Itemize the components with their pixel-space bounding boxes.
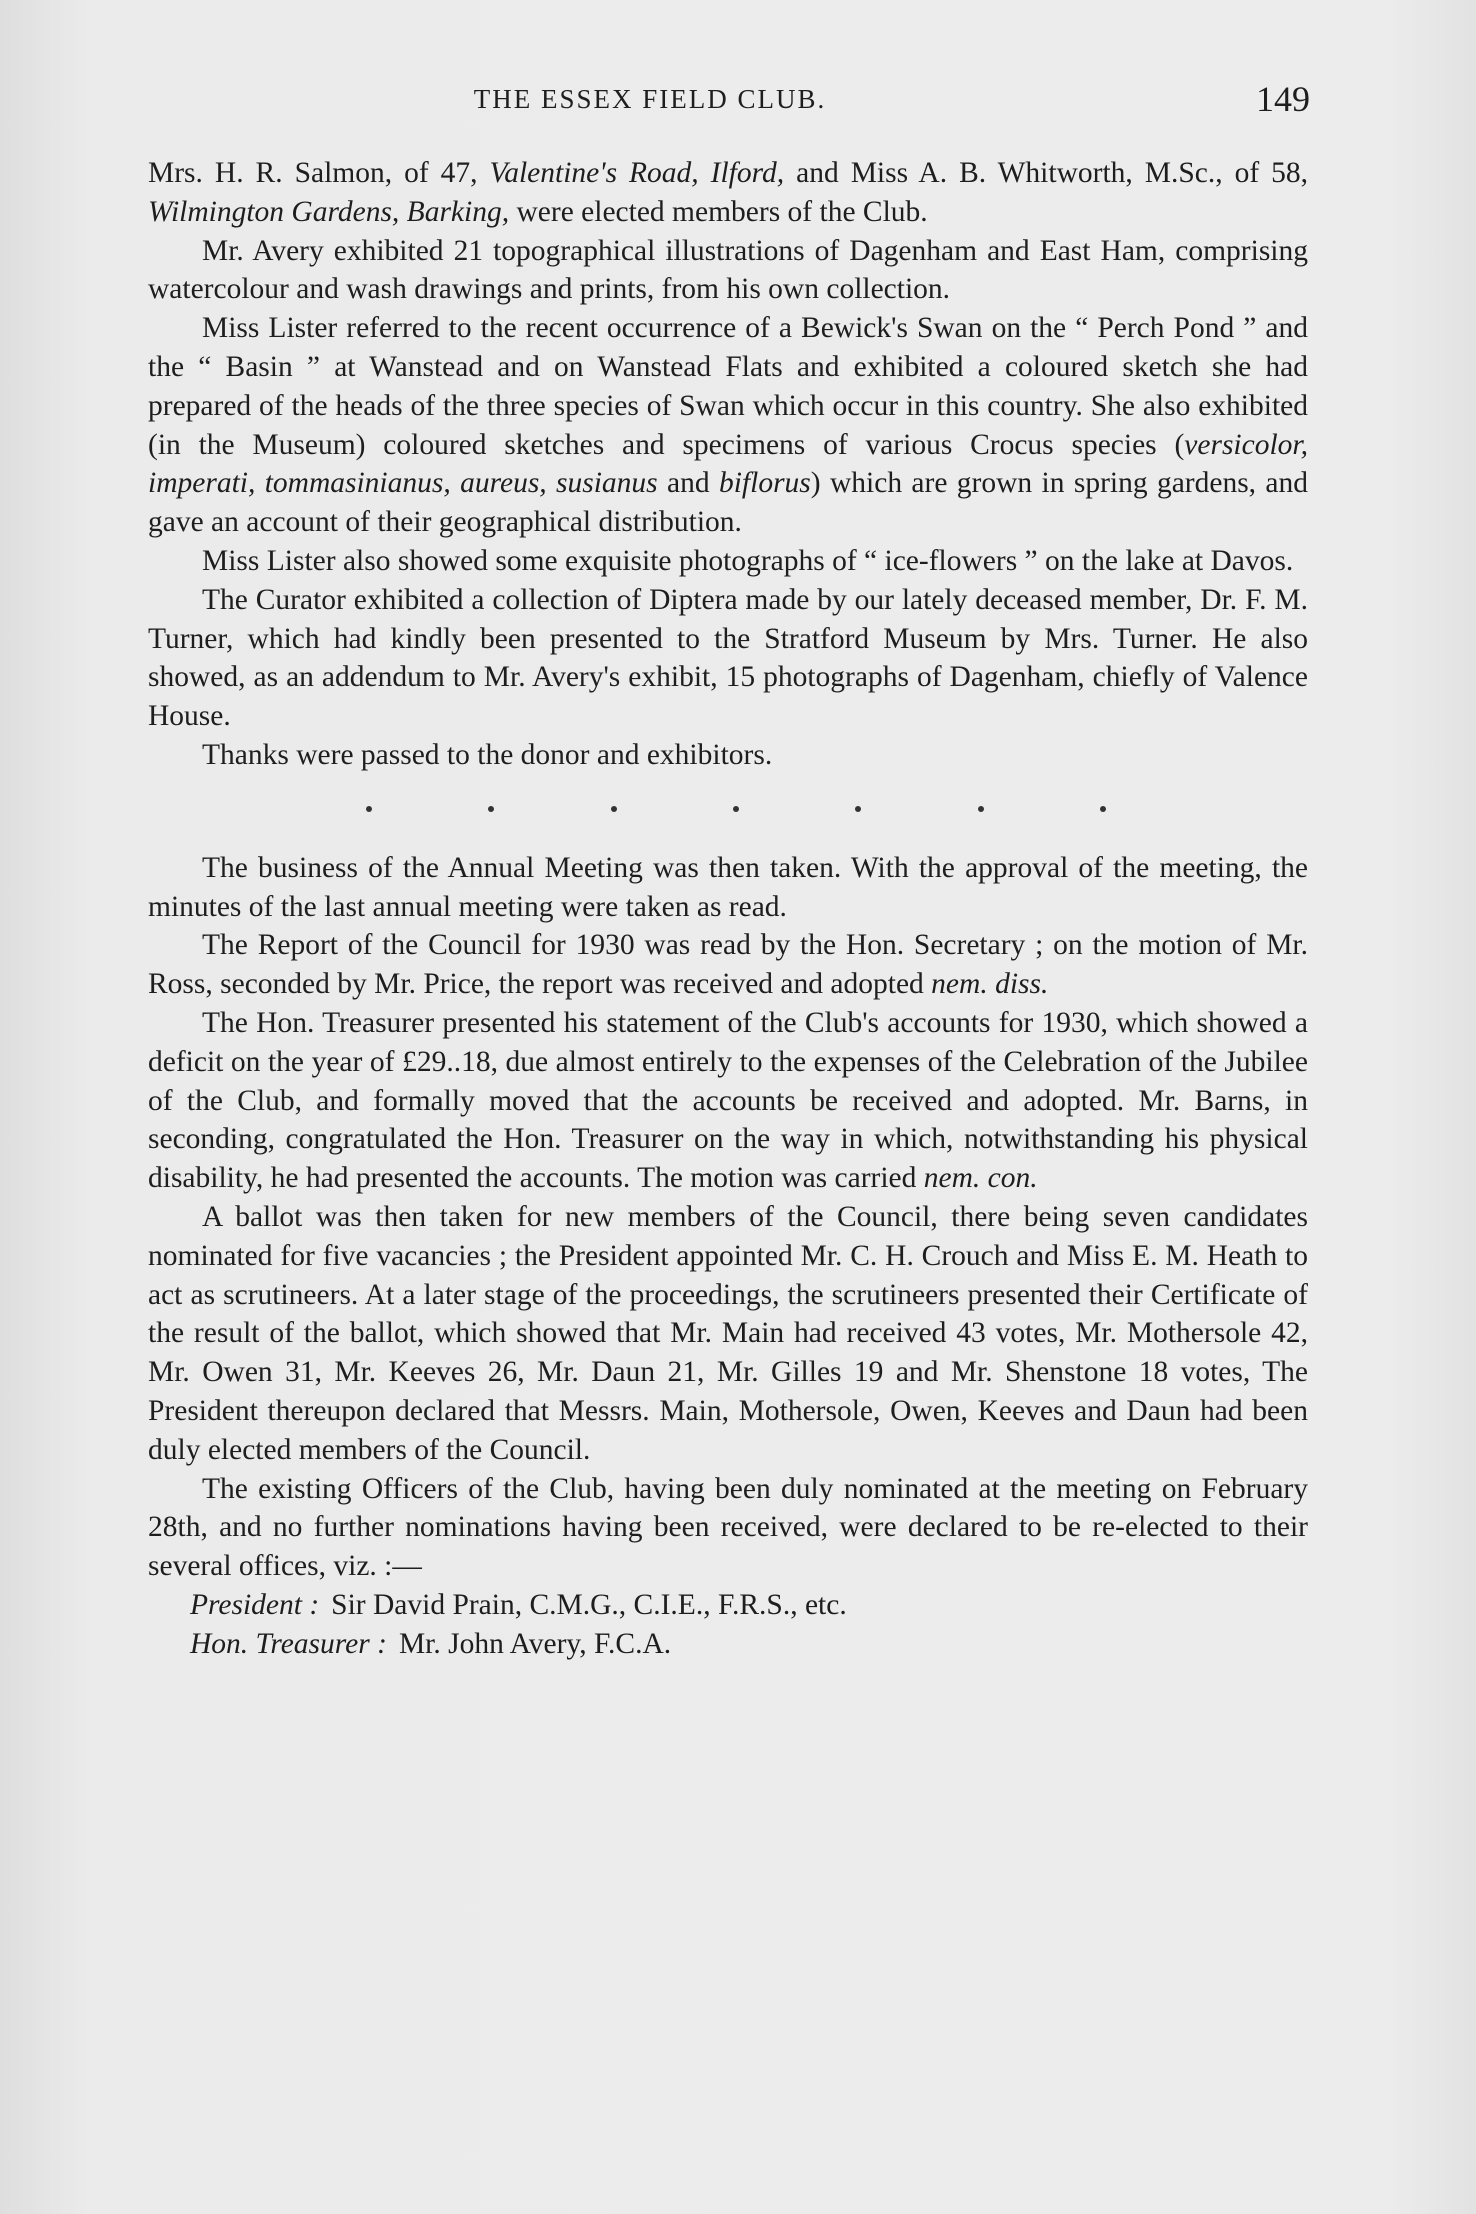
officer-row <box>148 1625 1308 1664</box>
separator-dot <box>855 806 861 812</box>
italic-text: Valentine's Road, Ilford, <box>489 157 785 189</box>
italic-text: nem. diss. <box>931 968 1049 1001</box>
text-run: The business of the Annual Meeting was then taken. With the approval of the meeting, the minutes of the last annual meeting were taken as read. <box>148 851 1308 923</box>
text-run: Miss Lister also showed some exquisite photographs of “ ice-flowers ” on the lake at Davos. <box>202 544 1294 577</box>
separator-dot <box>488 806 494 812</box>
text-run: A ballot was then taken for new members of the Council, there being seven candidates nominated for five vacancies ; the President appointed Mr. C. H. Crouch and Miss E. M. Heath to act as scrutineers. At a later stage of the proceedings, the scrutineers presented their Certificate of the result of the ballot, which showed that Mr. Main had received 43 votes, Mr. Mothersole 42, Mr. Owen 31, Mr. Keeves 26, Mr. Daun 21, Mr. Gilles 19 and Mr. Shenstone 18 votes, The President thereupon declared that Messrs. Main, Mothersole, Owen, Keeves and Daun had been duly elected members of the Council. <box>148 1200 1308 1466</box>
separator-dot <box>1100 806 1106 812</box>
paragraph <box>148 736 1308 775</box>
italic-text: biflorus <box>718 467 811 500</box>
officer-name: Sir David Prain, C.M.G., C.I.E., F.R.S., etc. <box>331 1588 847 1621</box>
paragraph <box>148 849 1308 927</box>
text-run: Thanks were passed to the donor and exhibitors. <box>202 738 773 771</box>
text-run: Mr. Avery exhibited 21 topographical illustrations of Dagenham and East Ham, comprising watercolour and wash drawings and prints, from his own collection. <box>148 234 1308 306</box>
officer-name: Mr. John Avery, F.C.A. <box>398 1627 672 1660</box>
officer-row <box>148 1586 1308 1625</box>
officer-title: Hon. Treasurer : <box>190 1627 387 1660</box>
text-run: and Miss A. B. Whitworth, M.Sc., of 58, <box>784 157 1309 189</box>
paragraph <box>148 1004 1308 1198</box>
text-run: The existing Officers of the Club, having been duly nominated at the meeting on February 28th, and no further nominations having been received, were declared to be re-elected to their several offices, viz. :— <box>148 1472 1308 1583</box>
text-run: and <box>657 467 719 500</box>
paragraph <box>148 1470 1308 1586</box>
page-number: 149 <box>1256 79 1310 119</box>
paragraph <box>148 232 1308 310</box>
separator-dot <box>366 806 372 812</box>
paragraph <box>148 154 1308 232</box>
running-title: THE ESSEX FIELD CLUB. <box>473 84 827 114</box>
paragraph <box>148 581 1308 736</box>
running-head <box>150 78 1310 128</box>
separator-dot <box>978 806 984 812</box>
text-run: were elected members of the Club. <box>509 195 928 228</box>
officer-title: President : <box>190 1588 320 1621</box>
text-run: The Report of the Council for 1930 was read by the Hon. Secretary ; on the motion of Mr. Ross, seconded by Mr. Price, the report was received and adopted <box>148 929 1308 1001</box>
separator-dot <box>611 806 617 812</box>
italic-text: versicolor, imperati, tommasinianus, aureus, susianus <box>148 428 1308 500</box>
text-run: Miss Lister referred to the recent occurrence of a Bewick's Swan on the “ Perch Pond ” and the “ Basin ” at Wanstead and on Wanstead Flats and exhibited a coloured sketch she had prepared of the heads of the three species of Swan which occur in this country. She also exhibited (in the Museum) coloured sketches and specimens of various Crocus species ( <box>148 312 1308 461</box>
italic-text: Wilmington Gardens, Barking, <box>148 195 510 228</box>
text-run: ) which are grown in spring gardens, and gave an account of their geographical distribution. <box>148 467 1309 539</box>
section-separator <box>366 787 1106 831</box>
paragraph <box>148 309 1308 542</box>
italic-text: nem. con. <box>923 1162 1038 1195</box>
paragraph <box>148 926 1308 1004</box>
separator-dot <box>733 806 739 812</box>
text-run: The Hon. Treasurer presented his statement of the Club's accounts for 1930, which showed a deficit on the year of £29..18, due almost entirely to the expenses of the Celebration of the Jubilee of the Club, and formally moved that the accounts be received and adopted. Mr. Barns, in seconding, congratulated the Hon. Treasurer on the way in which, notwithstanding his physical disability, he had presented the accounts. The motion was carried <box>148 1006 1308 1195</box>
text-run: Mrs. H. R. Salmon, of 47, <box>148 157 490 189</box>
text-run: The Curator exhibited a collection of Diptera made by our lately deceased member, Dr. F. M. Turner, which had kindly been presented to the Stratford Museum by Mrs. Turner. He also showed, as an addendum to Mr. Avery's exhibit, 15 photographs of Dagenham, chiefly of Valence House. <box>148 583 1308 733</box>
body-text <box>148 154 1308 1663</box>
paragraph <box>148 1198 1308 1470</box>
paragraph <box>148 542 1308 581</box>
